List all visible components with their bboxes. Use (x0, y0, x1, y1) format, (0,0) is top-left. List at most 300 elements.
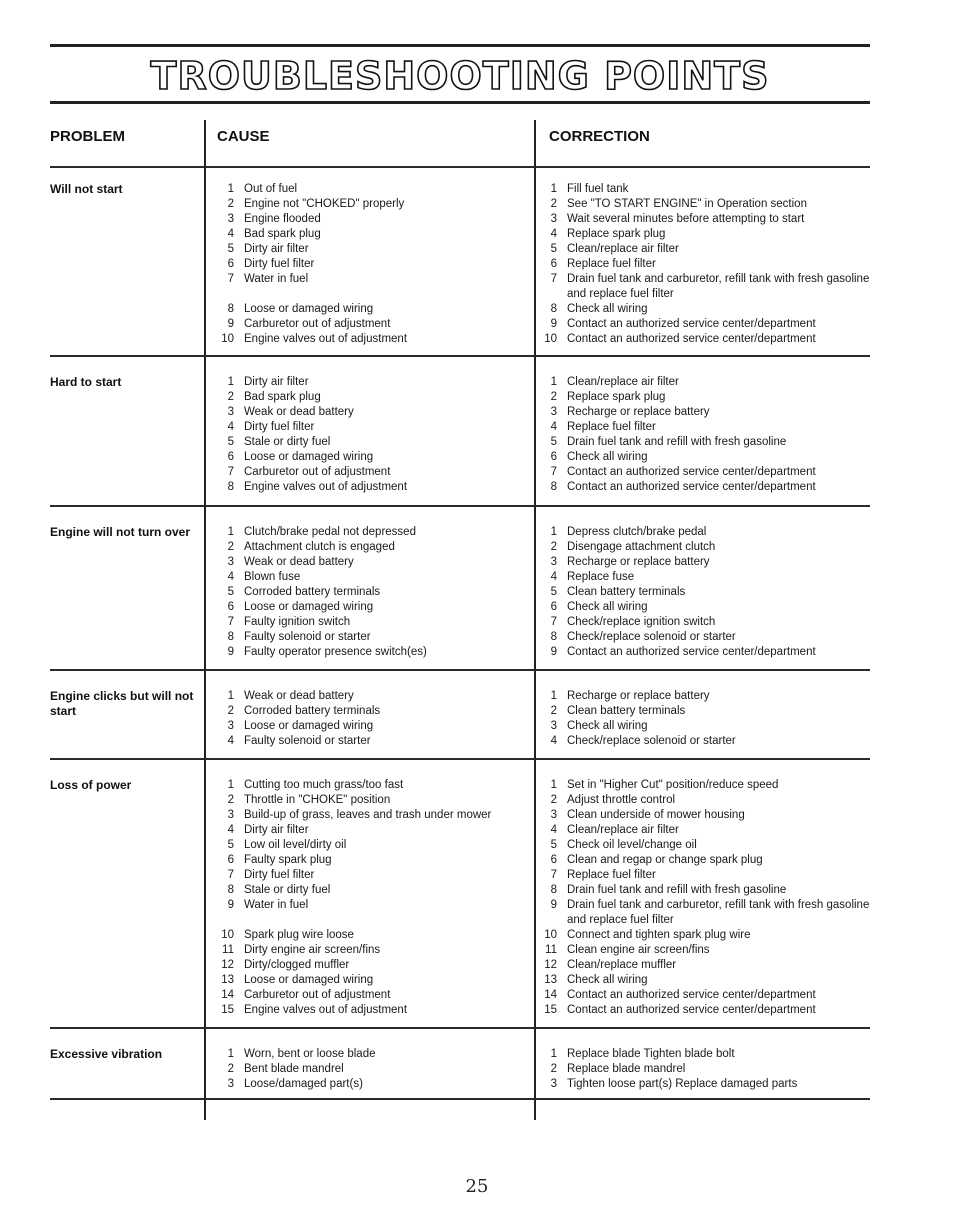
item-number: 5 (227, 436, 234, 448)
header-rule (50, 166, 870, 168)
correction-item (533, 838, 873, 853)
item-number: 11 (222, 944, 234, 956)
causes-list (210, 1047, 528, 1092)
item-number: 9 (550, 899, 557, 911)
item-text: Check all wiring (567, 451, 648, 463)
item-number: 2 (227, 705, 234, 717)
item-number: 10 (221, 333, 234, 345)
correction-item (533, 704, 873, 719)
item-text: Faulty solenoid or starter (244, 735, 371, 747)
item-text: Bad spark plug (244, 228, 321, 240)
header-cause: CAUSE (217, 128, 270, 145)
correction-item (533, 525, 873, 540)
correction-item (533, 1047, 873, 1062)
causes-list (210, 182, 528, 347)
item-text: Loose or damaged wiring (244, 974, 374, 986)
item-text: Loose or damaged wiring (244, 451, 374, 463)
item-text: Dirty fuel filter (244, 421, 315, 433)
corrections-list (533, 689, 873, 749)
item-text: Dirty fuel filter (244, 258, 315, 270)
cause-item (210, 808, 528, 823)
corrections-list (533, 525, 873, 660)
cause-item (210, 704, 528, 719)
item-number: 9 (227, 646, 234, 658)
item-number: 6 (550, 854, 557, 866)
item-number (210, 287, 244, 302)
item-text: Dirty air filter (244, 824, 309, 836)
title-bottom-rule (50, 101, 870, 104)
causes-list (210, 375, 528, 495)
item-text: Loose or damaged wiring (244, 601, 374, 613)
correction-item (533, 390, 873, 405)
item-number: 4 (227, 228, 234, 240)
item-number: 3 (227, 556, 234, 568)
item-number: 1 (550, 376, 557, 388)
cause-item (210, 435, 528, 450)
item-text: Dirty air filter (244, 376, 309, 388)
cause-item (210, 420, 528, 435)
item-text: Faulty operator presence switch(es) (244, 646, 427, 658)
item-number: 1 (550, 690, 557, 702)
cause-item (210, 1003, 528, 1018)
correction-item (533, 600, 873, 615)
correction-item (533, 645, 873, 660)
item-number: 5 (227, 243, 234, 255)
item-number: 4 (227, 824, 234, 836)
cause-item (210, 898, 528, 913)
item-text: Replace blade mandrel (567, 1063, 686, 1075)
correction-item (533, 570, 873, 585)
cause-item (210, 793, 528, 808)
item-number: 2 (227, 1063, 234, 1075)
page-number: 25 (465, 1176, 489, 1197)
item-number: 2 (550, 705, 557, 717)
item-number: 2 (227, 198, 234, 210)
item-number: 10 (544, 929, 557, 941)
item-text: Disengage attachment clutch (567, 541, 716, 553)
item-text: Connect and tighten spark plug wire (567, 929, 751, 941)
item-text: Loose or damaged wiring (244, 720, 374, 732)
item-text: Clean engine air screen/fins (567, 944, 710, 956)
cause-item (210, 853, 528, 868)
correction-item (533, 465, 873, 480)
item-text: Weak or dead battery (244, 690, 354, 702)
cause-item (210, 390, 528, 405)
item-number: 3 (550, 213, 557, 225)
item-text: Contact an authorized service center/department (567, 481, 816, 493)
cause-item (210, 272, 528, 287)
item-text: Wait several minutes before attempting to start (567, 213, 805, 225)
item-text: Clutch/brake pedal not depressed (244, 526, 416, 538)
cause-item (210, 883, 528, 898)
item-number: 3 (227, 213, 234, 225)
item-number: 8 (550, 303, 557, 315)
corrections-list (533, 778, 873, 1018)
correction-item (533, 212, 873, 227)
item-number: 3 (227, 720, 234, 732)
item-text: Adjust throttle control (567, 794, 676, 806)
section-divider (50, 669, 870, 671)
cause-item (210, 600, 528, 615)
item-number: 7 (227, 869, 234, 881)
item-text: Spark plug wire loose (244, 929, 354, 941)
item-number: 1 (227, 376, 234, 388)
item-number: 6 (227, 258, 234, 270)
correction-item (533, 883, 873, 898)
correction-item (533, 480, 873, 495)
correction-item (533, 630, 873, 645)
item-number: 12 (544, 959, 557, 971)
problem-label: Loss of power (50, 778, 132, 792)
item-text: Contact an authorized service center/department (567, 646, 816, 658)
item-text: Contact an authorized service center/department (567, 1004, 816, 1016)
item-number: 10 (221, 929, 234, 941)
item-text: Drain fuel tank and carburetor, refill tank with fresh gasoline and replace fuel filter (567, 273, 870, 300)
item-number: 6 (227, 854, 234, 866)
item-number: 13 (221, 974, 234, 986)
item-number: 8 (550, 481, 557, 493)
item-number: 1 (227, 779, 234, 791)
item-number: 2 (550, 198, 557, 210)
correction-item (533, 242, 873, 257)
item-number: 1 (227, 183, 234, 195)
header-correction: CORRECTION (549, 128, 650, 145)
item-text: Faulty ignition switch (244, 616, 351, 628)
item-number: 3 (227, 809, 234, 821)
item-text: Faulty solenoid or starter (244, 631, 371, 643)
cause-item (210, 585, 528, 600)
item-text: Blown fuse (244, 571, 301, 583)
item-text: See "TO START ENGINE" in Operation section (567, 198, 807, 210)
correction-item (533, 719, 873, 734)
item-number: 9 (550, 646, 557, 658)
item-text: Engine flooded (244, 213, 321, 225)
item-text: Depress clutch/brake pedal (567, 526, 707, 538)
item-text: Check all wiring (567, 303, 648, 315)
item-number: 4 (550, 735, 557, 747)
cause-item (210, 645, 528, 660)
item-number: 2 (227, 391, 234, 403)
item-text: Engine valves out of adjustment (244, 481, 408, 493)
correction-item (533, 555, 873, 570)
item-text: Clean/replace air filter (567, 243, 679, 255)
item-number: 4 (227, 735, 234, 747)
item-number: 2 (227, 541, 234, 553)
item-number: 5 (227, 586, 234, 598)
item-text: Contact an authorized service center/department (567, 318, 816, 330)
item-text: Dirty air filter (244, 243, 309, 255)
item-number: 7 (550, 869, 557, 881)
item-text: Cutting too much grass/too fast (244, 779, 404, 791)
item-number: 3 (550, 406, 557, 418)
item-number: 7 (227, 616, 234, 628)
item-number: 4 (227, 571, 234, 583)
correction-item (533, 272, 873, 302)
correction-item (533, 332, 873, 347)
section-divider (50, 1027, 870, 1029)
item-number: 9 (227, 318, 234, 330)
item-number: 3 (550, 809, 557, 821)
item-text: Build-up of grass, leaves and trash under mower (244, 809, 492, 821)
item-text (244, 913, 528, 928)
item-number: 6 (227, 601, 234, 613)
item-text: Check all wiring (567, 601, 648, 613)
correction-item (533, 197, 873, 212)
item-text: Loose or damaged wiring (244, 303, 374, 315)
item-text: Recharge or replace battery (567, 690, 710, 702)
item-text: Clean/replace muffler (567, 959, 677, 971)
correction-item (533, 973, 873, 988)
cause-item (210, 332, 528, 347)
section-divider (50, 355, 870, 357)
item-number: 3 (550, 720, 557, 732)
item-text: Corroded battery terminals (244, 586, 381, 598)
item-number: 6 (550, 601, 557, 613)
cause-item (210, 928, 528, 943)
item-number: 8 (227, 303, 234, 315)
item-text: Recharge or replace battery (567, 406, 710, 418)
page-title: TROUBLESHOOTING POINTS (150, 54, 770, 98)
correction-item (533, 585, 873, 600)
cause-item (210, 1077, 528, 1092)
item-number: 1 (550, 1048, 557, 1060)
problem-label: Excessive vibration (50, 1047, 163, 1061)
correction-item (533, 689, 873, 704)
correction-item (533, 898, 873, 928)
item-text: Replace fuse (567, 571, 635, 583)
item-text: Check/replace solenoid or starter (567, 735, 736, 747)
item-number: 9 (550, 318, 557, 330)
item-text (244, 287, 528, 302)
item-text: Engine valves out of adjustment (244, 1004, 408, 1016)
correction-item (533, 1003, 873, 1018)
item-number: 13 (544, 974, 557, 986)
correction-item (533, 615, 873, 630)
item-number: 4 (550, 421, 557, 433)
item-number: 5 (550, 839, 557, 851)
section-divider (50, 1098, 870, 1100)
correction-item (533, 182, 873, 197)
cause-item (210, 973, 528, 988)
section-divider (50, 758, 870, 760)
item-text: Water in fuel (244, 273, 309, 285)
item-text: Set in "Higher Cut" position/reduce speed (567, 779, 779, 791)
item-text: Contact an authorized service center/department (567, 466, 816, 478)
item-number: 7 (550, 616, 557, 628)
causes-list (210, 689, 528, 749)
cause-item (210, 838, 528, 853)
item-number: 14 (221, 989, 234, 1001)
cause-item (210, 1047, 528, 1062)
item-text: Loose/damaged part(s) (244, 1078, 363, 1090)
item-number: 5 (550, 436, 557, 448)
corrections-list (533, 1047, 873, 1092)
item-number: 2 (550, 541, 557, 553)
item-number: 2 (550, 794, 557, 806)
item-number: 3 (550, 1078, 557, 1090)
cause-item (210, 615, 528, 630)
correction-item (533, 317, 873, 332)
item-text: Drain fuel tank and carburetor, refill tank with fresh gasoline and replace fuel filter (567, 899, 870, 926)
correction-item (533, 1062, 873, 1077)
correction-item (533, 227, 873, 242)
header-problem: PROBLEM (50, 128, 125, 145)
item-number: 8 (550, 631, 557, 643)
correction-item (533, 257, 873, 272)
item-number: 3 (550, 556, 557, 568)
item-text: Stale or dirty fuel (244, 436, 331, 448)
item-text: Out of fuel (244, 183, 298, 195)
item-number: 7 (550, 466, 557, 478)
item-number: 5 (550, 243, 557, 255)
item-text: Weak or dead battery (244, 556, 354, 568)
item-text: Replace spark plug (567, 391, 666, 403)
item-number: 11 (545, 944, 557, 956)
item-text: Clean battery terminals (567, 705, 686, 717)
item-number: 1 (227, 526, 234, 538)
correction-item (533, 302, 873, 317)
item-number: 9 (227, 899, 234, 911)
problem-label: Will not start (50, 182, 123, 196)
cause-item (210, 823, 528, 838)
cause-item (210, 480, 528, 495)
item-text: Dirty fuel filter (244, 869, 315, 881)
correction-item (533, 405, 873, 420)
cause-item (210, 257, 528, 272)
cause-item (210, 689, 528, 704)
correction-item (533, 793, 873, 808)
cause-item (210, 287, 528, 302)
correction-item (533, 958, 873, 973)
item-text: Replace fuel filter (567, 869, 656, 881)
item-number: 6 (550, 258, 557, 270)
corrections-list (533, 375, 873, 495)
item-text: Replace blade Tighten blade bolt (567, 1048, 735, 1060)
correction-item (533, 375, 873, 390)
item-text: Clean/replace air filter (567, 824, 679, 836)
item-text: Clean underside of mower housing (567, 809, 745, 821)
cause-item (210, 943, 528, 958)
item-text: Clean/replace air filter (567, 376, 679, 388)
item-text: Engine valves out of adjustment (244, 333, 408, 345)
item-text: Recharge or replace battery (567, 556, 710, 568)
item-number: 2 (227, 794, 234, 806)
item-number: 1 (550, 526, 557, 538)
item-number: 6 (550, 451, 557, 463)
item-text: Clean and regap or change spark plug (567, 854, 763, 866)
item-text: Corroded battery terminals (244, 705, 381, 717)
item-text: Replace fuel filter (567, 421, 656, 433)
item-text: Check all wiring (567, 720, 648, 732)
item-number: 15 (544, 1004, 557, 1016)
item-text: Contact an authorized service center/department (567, 989, 816, 1001)
item-number: 1 (550, 183, 557, 195)
causes-list (210, 525, 528, 660)
cause-item (210, 570, 528, 585)
item-text: Low oil level/dirty oil (244, 839, 347, 851)
cause-item (210, 719, 528, 734)
problem-label: Hard to start (50, 375, 122, 389)
item-number: 7 (550, 273, 557, 285)
item-number: 14 (544, 989, 557, 1001)
correction-item (533, 868, 873, 883)
column-divider-cause (204, 120, 206, 1120)
item-number: 7 (227, 273, 234, 285)
item-text: Stale or dirty fuel (244, 884, 331, 896)
item-number: 5 (550, 586, 557, 598)
cause-item (210, 197, 528, 212)
cause-item (210, 958, 528, 973)
item-number: 3 (227, 406, 234, 418)
item-text: Dirty engine air screen/fins (244, 944, 381, 956)
item-number: 6 (227, 451, 234, 463)
item-number: 10 (544, 333, 557, 345)
problem-label: Engine clicks but will not start (50, 689, 194, 718)
cause-item (210, 525, 528, 540)
item-text: Tighten loose part(s) Replace damaged parts (567, 1078, 798, 1090)
item-text: Clean battery terminals (567, 586, 686, 598)
section-divider (50, 505, 870, 507)
item-number: 8 (550, 884, 557, 896)
item-text: Worn, bent or loose blade (244, 1048, 376, 1060)
item-number: 8 (227, 481, 234, 493)
item-text: Contact an authorized service center/department (567, 333, 816, 345)
correction-item (533, 808, 873, 823)
cause-item (210, 465, 528, 480)
correction-item (533, 540, 873, 555)
item-number: 1 (227, 690, 234, 702)
cause-item (210, 988, 528, 1003)
item-number: 4 (550, 824, 557, 836)
correction-item (533, 435, 873, 450)
cause-item (210, 375, 528, 390)
item-number: 3 (227, 1078, 234, 1090)
item-text: Fill fuel tank (567, 183, 629, 195)
problem-label: Engine will not turn over (50, 525, 191, 539)
item-text: Check oil level/change oil (567, 839, 697, 851)
cause-item (210, 242, 528, 257)
item-number: 8 (227, 884, 234, 896)
item-text: Check/replace ignition switch (567, 616, 716, 628)
item-number: 2 (550, 391, 557, 403)
item-number: 4 (227, 421, 234, 433)
item-text: Carburetor out of adjustment (244, 989, 391, 1001)
cause-item (210, 540, 528, 555)
correction-item (533, 420, 873, 435)
item-text: Attachment clutch is engaged (244, 541, 395, 553)
item-number (210, 913, 244, 928)
cause-item (210, 317, 528, 332)
item-number: 5 (227, 839, 234, 851)
cause-item (210, 302, 528, 317)
item-number: 1 (227, 1048, 234, 1060)
correction-item (533, 928, 873, 943)
item-number: 4 (550, 571, 557, 583)
item-number: 4 (550, 228, 557, 240)
item-text: Water in fuel (244, 899, 309, 911)
cause-item (210, 630, 528, 645)
cause-item (210, 212, 528, 227)
item-text: Check/replace solenoid or starter (567, 631, 736, 643)
item-text: Faulty spark plug (244, 854, 332, 866)
item-number: 2 (550, 1063, 557, 1075)
item-number: 8 (227, 631, 234, 643)
causes-list (210, 778, 528, 1018)
correction-item (533, 823, 873, 838)
cause-item (210, 913, 528, 928)
cause-item (210, 734, 528, 749)
item-text: Carburetor out of adjustment (244, 466, 391, 478)
